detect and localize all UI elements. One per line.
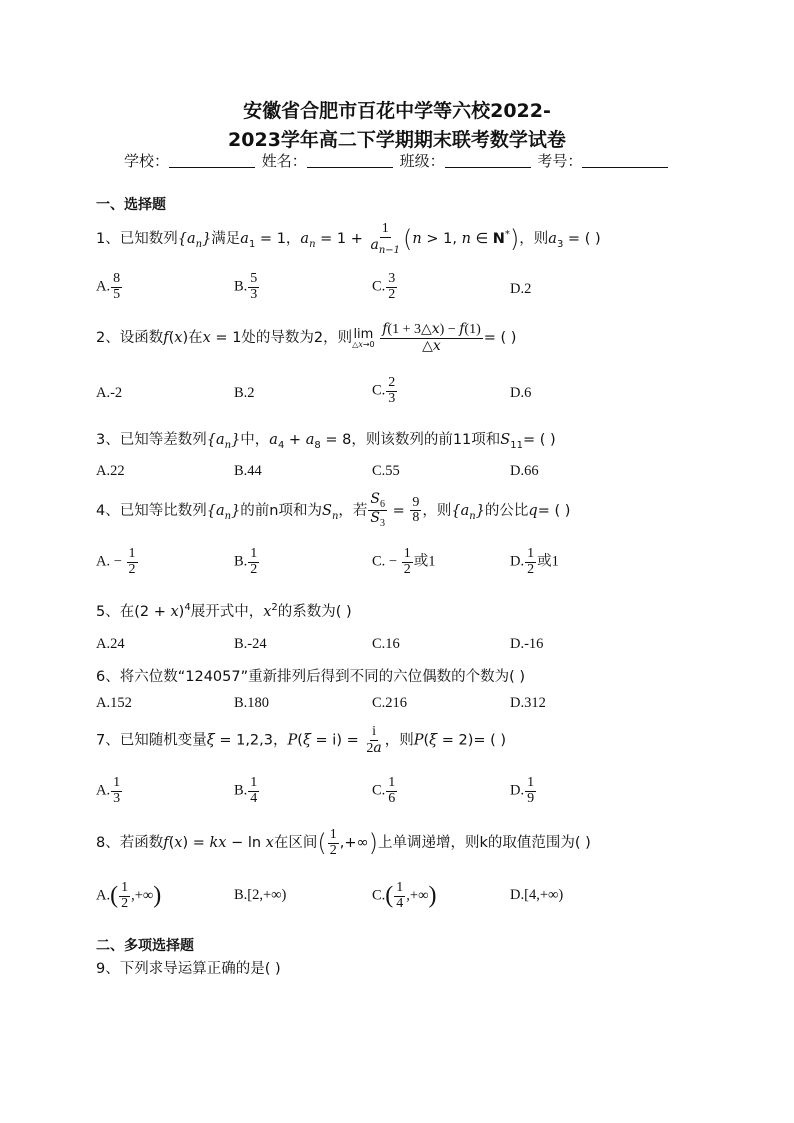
q2-option-a[interactable]: A.-2 — [96, 385, 123, 401]
q1-suffix: ，则 — [519, 230, 549, 247]
q1-option-b[interactable] — [234, 272, 260, 302]
question-1: 1、已知数列$\{a_n\}$满足$a_1 = 1$，$a_n = 1$ + $\frac{1}{a_{n-1}}$ (n > 1, n ∈ N*)，则$a_3$ = ( ) — [96, 221, 601, 256]
q1-a-label: A. — [96, 278, 111, 295]
q4-a-label: A. — [96, 553, 111, 570]
name-label: 姓名： — [261, 152, 307, 170]
q1-prefix: 1、已知数列 — [96, 230, 178, 247]
q1-a-num: 8 — [113, 271, 121, 286]
q8-suffix: 上单调递增，则k的取值范围为( ) — [377, 835, 591, 852]
q5-suffix: 的系数为( ) — [277, 604, 352, 620]
q8-mid: 在区间 — [273, 835, 318, 852]
q1-b-den: 3 — [250, 286, 258, 302]
q7-blank: = ( ) — [473, 732, 507, 749]
q3-option-d[interactable]: D.66 — [510, 463, 539, 479]
q8-prefix: 8、若函数 — [96, 835, 164, 852]
q6-option-d[interactable]: D.312 — [510, 695, 546, 711]
q2-option-d[interactable]: D.6 — [510, 385, 532, 401]
class-blank[interactable] — [445, 153, 531, 168]
q1-c-num: 3 — [388, 271, 396, 286]
q1-b-num: 5 — [250, 271, 258, 286]
q7-option-c[interactable] — [372, 776, 398, 806]
q4-c-label: C. — [372, 553, 386, 570]
q4-option-d[interactable]: D. $\frac{1}{2}$ 或1 — [510, 546, 559, 577]
q4-d-or: 或1 — [537, 553, 559, 570]
q3-prefix: 3、已知等差数列 — [96, 432, 207, 448]
q2-c-num: 2 — [388, 375, 396, 390]
name-blank[interactable] — [307, 153, 393, 168]
q3-mid2: ，则该数列的前11项和 — [351, 432, 501, 448]
q6-option-b[interactable]: B.180 — [234, 695, 270, 711]
q8-option-a[interactable]: A.( $\frac{1}{2}$ ,+∞) — [96, 880, 162, 911]
section-heading-choice: 一、选择题 — [96, 197, 166, 213]
q8-b-label: B. — [234, 887, 248, 903]
q6-option-a[interactable]: A.152 — [96, 695, 132, 711]
q4-mid4: 的公比 — [484, 502, 529, 519]
q4-mid3: ，则 — [422, 502, 452, 519]
q4-b-label: B. — [234, 553, 248, 570]
q3-mid: 中， — [240, 432, 270, 448]
question-5: 5、在$(2 + x)^4$展开式中，$x^2$的系数为( ) — [96, 602, 352, 620]
q7-c-den: 6 — [388, 790, 396, 806]
q2-c-den: 3 — [388, 390, 396, 406]
q7-mid: ， — [273, 732, 288, 749]
q8-option-c[interactable]: C.( $\frac{1}{4}$ ,+∞) — [372, 880, 437, 911]
student-info-line — [124, 150, 670, 171]
q1-b-label: B. — [234, 278, 248, 295]
q5-option-b[interactable]: B.-24 — [234, 636, 267, 652]
q8-d-label: D. — [510, 887, 525, 903]
q7-b-label: B. — [234, 782, 248, 799]
q4-prefix: 4、已知等比数列 — [96, 502, 207, 519]
q3-option-a[interactable]: A.22 — [96, 463, 125, 479]
q7-a-den: 3 — [113, 790, 121, 806]
q2-mid2: 处的导数为2，则 — [241, 330, 353, 347]
q2-blank: = ( ) — [483, 330, 517, 347]
exam-no-blank[interactable] — [582, 153, 668, 168]
q4-mid: 的前n项和为 — [240, 502, 322, 519]
q7-b-num: 1 — [250, 775, 258, 790]
q1-option-d[interactable]: D.2 — [510, 281, 532, 297]
q1-option-c[interactable] — [372, 272, 398, 302]
question-9: 9、下列求导运算正确的是( ) — [96, 961, 281, 977]
q2-prefix: 2、设函数 — [96, 330, 164, 347]
question-4: 4、已知等比数列$\{a_n\}$的前n项和为$S_n$，若 $\frac{S_6}{S_3}$ = $\frac{9}{8}$ ，则$\{a_n\}$的公比q= ( ) — [96, 491, 571, 530]
q7-a-label: A. — [96, 782, 111, 799]
school-blank[interactable] — [169, 153, 255, 168]
q8-a-label: A. — [96, 887, 111, 904]
q8-option-b[interactable]: B.[2,+∞) — [234, 887, 287, 903]
exam-title-line2: 2023学年高二下学期期末联考数学试卷 — [228, 129, 566, 151]
q7-d-den: 9 — [527, 790, 535, 806]
q2-mid1: 在 — [188, 330, 203, 347]
q8-option-d[interactable]: D.[4,+∞) — [510, 887, 564, 903]
q1-a-den: 5 — [113, 286, 121, 302]
q5-option-a[interactable]: A.24 — [96, 636, 125, 652]
question-3: 3、已知等差数列$\{a_n\}$中，$a_4 + a_8 = 8$，则该数列的前11项和$S_{11}=$ ( ) — [96, 432, 556, 451]
class-label: 班级： — [399, 152, 445, 170]
question-2: 2、设函数f(x)在x = 1处的导数为2，则lim △x→0 $\frac{f(1 + 3\triangle x) - f(1)}{\triangle x}$ = ( ) — [96, 321, 517, 354]
q7-a-num: 1 — [113, 775, 121, 790]
school-label: 学校： — [124, 152, 170, 170]
question-7: 7、已知随机变量ξ = 1,2,3，P(ξ = i) = $\frac{i}{2a}$ ，则P(ξ = 2)= ( ) — [96, 724, 507, 756]
q1-option-a[interactable] — [96, 272, 123, 302]
q7-d-label: D. — [510, 782, 525, 799]
q4-option-a[interactable]: A. − $\frac{1}{2}$ — [96, 546, 136, 577]
section-heading-multi: 二、多项选择题 — [96, 938, 194, 954]
q4-option-b[interactable]: B. $\frac{1}{2}$ — [234, 546, 258, 577]
q7-d-num: 1 — [527, 775, 535, 790]
question-6: 6、将六位数“124057”重新排列后得到不同的六位偶数的个数为( ) — [96, 669, 526, 685]
q8-c-label: C. — [372, 887, 386, 904]
q1-c-label: C. — [372, 278, 386, 295]
q1-mid: 满足 — [211, 230, 241, 247]
q3-option-b[interactable]: B.44 — [234, 463, 262, 479]
q7-option-b[interactable] — [234, 776, 260, 806]
q7-option-d[interactable] — [510, 776, 537, 806]
q5-option-c[interactable]: C.16 — [372, 636, 400, 652]
exam-title-line1: 安徽省合肥市百花中学等六校2022- — [243, 100, 551, 122]
question-8: 8、若函数f(x) = kx − ln x在区间( $\frac{1}{2}$ ,+∞)上单调递增，则k的取值范围为( ) — [96, 827, 591, 858]
q2-c-label: C. — [372, 382, 386, 399]
q1-c-den: 2 — [388, 286, 396, 302]
q2-option-b[interactable]: B.2 — [234, 385, 255, 401]
q4-mid2: ，若 — [338, 502, 368, 519]
q4-blank: = ( ) — [537, 502, 571, 519]
q7-suffix: ，则 — [384, 732, 414, 749]
q4-c-or: 或1 — [413, 553, 436, 570]
q7-option-a[interactable] — [96, 776, 123, 806]
q2-option-c[interactable] — [372, 376, 398, 406]
q5-option-d[interactable]: D.-16 — [510, 636, 544, 652]
q6-option-c[interactable]: C.216 — [372, 695, 408, 711]
q7-b-den: 4 — [250, 790, 258, 806]
q5-mid: 展开式中， — [190, 604, 264, 620]
q3-blank: = ( ) — [522, 432, 556, 448]
q4-option-c[interactable]: C. − $\frac{1}{2}$ 或1 — [372, 546, 436, 577]
q4-d-label: D. — [510, 553, 525, 570]
exam-no-label: 考号： — [537, 152, 583, 170]
q7-c-label: C. — [372, 782, 386, 799]
q3-option-c[interactable]: C.55 — [372, 463, 400, 479]
q7-prefix: 7、已知随机变量 — [96, 732, 207, 749]
q7-c-num: 1 — [388, 775, 396, 790]
q5-prefix: 5、在 — [96, 604, 135, 620]
